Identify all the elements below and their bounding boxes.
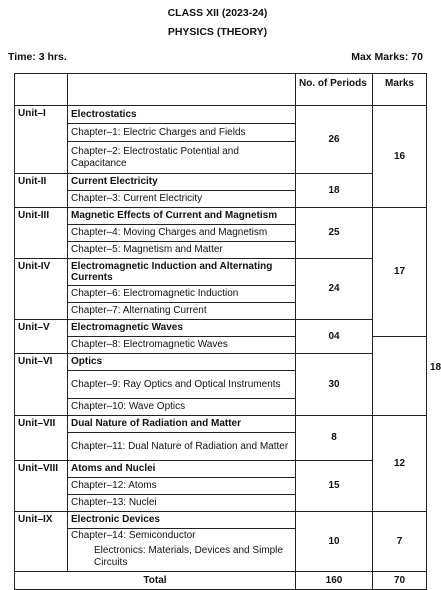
chapter-cell: Chapter–3: Current Electricity [68,191,296,208]
unit-title: Dual Nature of Radiation and Matter [68,416,296,433]
chapter-cell: Chapter–11: Dual Nature of Radiation and Matter [68,433,296,461]
chapter-cell: Chapter–1: Electric Charges and Fields [68,124,296,142]
marks-cell: 17 [373,208,427,337]
unit-title: Current Electricity [68,174,296,191]
header-marks: Marks [373,74,427,106]
unit-label: Unit–VIII [15,461,68,512]
unit-label: Unit–VII [15,416,68,461]
chapter-cell: Chapter–10: Wave Optics [68,399,296,416]
unit-label: Unit-II [15,174,68,208]
unit-label: Unit–VI [15,354,68,416]
table-row [15,512,427,529]
unit-title: Electromagnetic Induction and Alternating Currents [68,259,296,286]
periods-cell: 30 [296,354,373,416]
marks-cell: 12 [373,416,427,512]
periods-cell: 25 [296,208,373,259]
table-row [15,416,427,433]
table-row [15,259,427,286]
table-row [15,106,427,124]
table-row: Unit–V Electromagnetic Waves 04 18 [15,320,427,337]
periods-cell: 8 [296,416,373,461]
unit-title: Electrostatics [68,106,296,124]
total-label: Total [15,572,296,590]
marks-cell: 16 [373,106,427,208]
unit-label: Unit–I [15,106,68,174]
chapter-cell: Chapter–4: Moving Charges and Magnetism [68,225,296,242]
periods-cell: 15 [296,461,373,512]
chapter-cell: Chapter–9: Ray Optics and Optical Instruments [68,371,296,399]
unit-title: Electronic Devices [68,512,296,529]
unit-title: Atoms and Nuclei [68,461,296,478]
chapter-cell: Chapter–2: Electrostatic Potential and Capacitance [68,142,296,174]
max-marks-label: Max Marks: 70 [351,51,423,63]
total-periods: 160 [296,572,373,590]
periods-cell: 18 [296,174,373,208]
header-periods: No. of Periods [296,74,373,106]
table-row [15,354,427,371]
header-empty [15,74,68,106]
unit-title: Magnetic Effects of Current and Magnetism [68,208,296,225]
chapter-cell: Chapter–5: Magnetism and Matter [68,242,296,259]
periods-cell: 04 [296,320,373,354]
chapter-cell: Chapter–6: Electromagnetic Induction [68,286,296,303]
chapter-cell: Chapter–8: Electromagnetic Waves [68,337,296,354]
table-row [15,208,427,225]
chapter-cell: Chapter–7: Alternating Current [68,303,296,320]
subject-title: PHYSICS (THEORY) [167,26,268,38]
table-row [15,461,427,478]
total-marks: 70 [373,572,427,590]
unit-label: Unit–IX [15,512,68,572]
syllabus-table [14,73,441,590]
total-row [15,572,427,590]
unit-title: Optics [68,354,296,371]
unit-label: Unit–V [15,320,68,354]
table-header-row [15,74,427,106]
unit-title: Electromagnetic Waves [68,320,296,337]
marks-cell: 7 [373,512,427,572]
unit-label: Unit-III [15,208,68,259]
chapter-cell: Electronics: Materials, Devices and Simple Circuits [68,543,296,572]
header-empty [68,74,296,106]
class-title: CLASS XII (2023-24) [167,7,268,19]
time-label: Time: 3 hrs. [8,51,67,63]
periods-cell: 10 [296,512,373,572]
unit-label: Unit-IV [15,259,68,320]
chapter-cell: Chapter–12: Atoms [68,478,296,495]
chapter-cell: Chapter–13: Nuclei [68,495,296,512]
table-row [15,174,427,191]
periods-cell: 24 [296,259,373,320]
chapter-cell: Chapter–14: Semiconductor [68,529,296,543]
periods-cell: 26 [296,106,373,174]
